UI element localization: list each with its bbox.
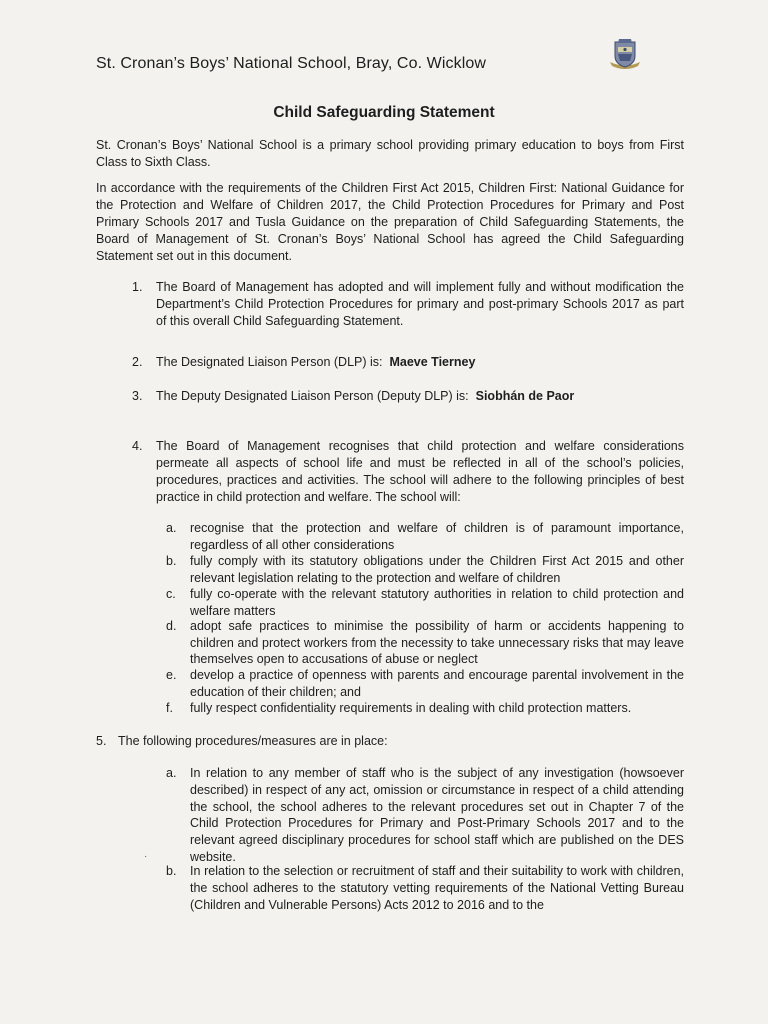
- item-1-number: 1.: [132, 280, 143, 294]
- item-4f-letter: f.: [166, 701, 173, 715]
- item-5-text: The following procedures/measures are in place:: [118, 734, 388, 748]
- school-crest-icon: [608, 36, 642, 72]
- item-4b-letter: b.: [166, 554, 177, 568]
- school-name-header: St. Cronan’s Boys’ National School, Bray, Co. Wicklow: [96, 55, 487, 72]
- item-5a-text: In relation to any member of staff who is the subject of any investigation (howsoever described) in respect of any act, omission or circumstance in respect of a child attending the school, the school adheres to the relevant procedures set out in Chapter 7 of the Child Protection Procedures for Primary and Post-Primary Schools 2017 and to the relevant agreed disciplinary procedures for school staff which are published on the DES website.: [190, 766, 684, 864]
- item-5a-letter: a.: [166, 766, 177, 780]
- deputy-dlp-name: Siobhán de Paor: [475, 389, 575, 403]
- intro-paragraph-2: In accordance with the requirements of the Children First Act 2015, Children First: National Guidance for the Protection and Welfare of Children 2017, the Child Protection Procedures for Primary and Post Primary Schools 2017 and Tusla Guidance on the preparation of Child Safeguarding Statements, the Board of Management of St. Cronan’s Boys’ National School has agreed the Child Safeguarding Statement set out in this document.: [96, 181, 684, 263]
- item-2-number: 2.: [132, 355, 143, 369]
- item-5b-text: In relation to the selection or recruitment of staff and their suitability to work with children, the school adheres to the statutory vetting requirements of the National Vetting Bureau (Children and Vulnerable Persons) Acts 2012 to 2016 and to the: [190, 864, 684, 912]
- item-4a-text: recognise that the protection and welfare of children is of paramount importance, regardless of all other considerations: [190, 521, 684, 552]
- item-3-line: [156, 388, 684, 405]
- item-4a-letter: a.: [166, 521, 177, 535]
- item-4d-letter: d.: [166, 619, 177, 633]
- item-4c-text: fully co-operate with the relevant statutory authorities in relation to child protection and welfare matters: [190, 587, 684, 618]
- item-4d-text: adopt safe practices to minimise the possibility of harm or accidents happening to children and protect workers from the necessity to take unnecessary risks that may leave themselves open to accusations of abuse or neglect: [190, 619, 684, 666]
- document-title: Child Safeguarding Statement: [273, 104, 495, 121]
- dlp-label: The Designated Liaison Person (DLP) is:: [156, 355, 383, 369]
- item-4c-letter: c.: [166, 587, 176, 601]
- item-4-number: 4.: [132, 439, 143, 453]
- item-3-number: 3.: [132, 389, 143, 403]
- intro-paragraph-1: St. Cronan’s Boys’ National School is a primary school providing primary education to boys from First Class to Sixth Class.: [96, 138, 684, 169]
- item-4e-letter: e.: [166, 668, 177, 682]
- item-4b-text: fully comply with its statutory obligations under the Children First Act 2015 and other relevant legislation relating to the protection and welfare of children: [190, 554, 684, 585]
- item-1-text: The Board of Management has adopted and will implement fully and without modification the Department’s Child Protection Procedures for primary and post-primary Schools 2017 as part of this overall Child Safeguarding Statement.: [156, 280, 684, 328]
- item-4-text: The Board of Management recognises that child protection and welfare considerations permeate all aspects of school life and must be reflected in all of the school’s policies, procedures, practices and activities. The school will adhere to the following principles of best practice in child protection and welfare. The school will:: [156, 439, 684, 504]
- dlp-name: Maeve Tierney: [389, 355, 476, 369]
- item-2-line: [156, 354, 684, 371]
- item-4e-text: develop a practice of openness with parents and encourage parental involvement in the education of their children; and: [190, 668, 684, 699]
- item-5b-letter: b.: [166, 864, 177, 878]
- item-5-number: 5.: [96, 734, 107, 748]
- item-4f-text: fully respect confidentiality requirements in dealing with child protection matters.: [190, 701, 632, 715]
- stray-mark: ·: [144, 851, 148, 862]
- deputy-dlp-label: The Deputy Designated Liaison Person (Deputy DLP) is:: [156, 389, 469, 403]
